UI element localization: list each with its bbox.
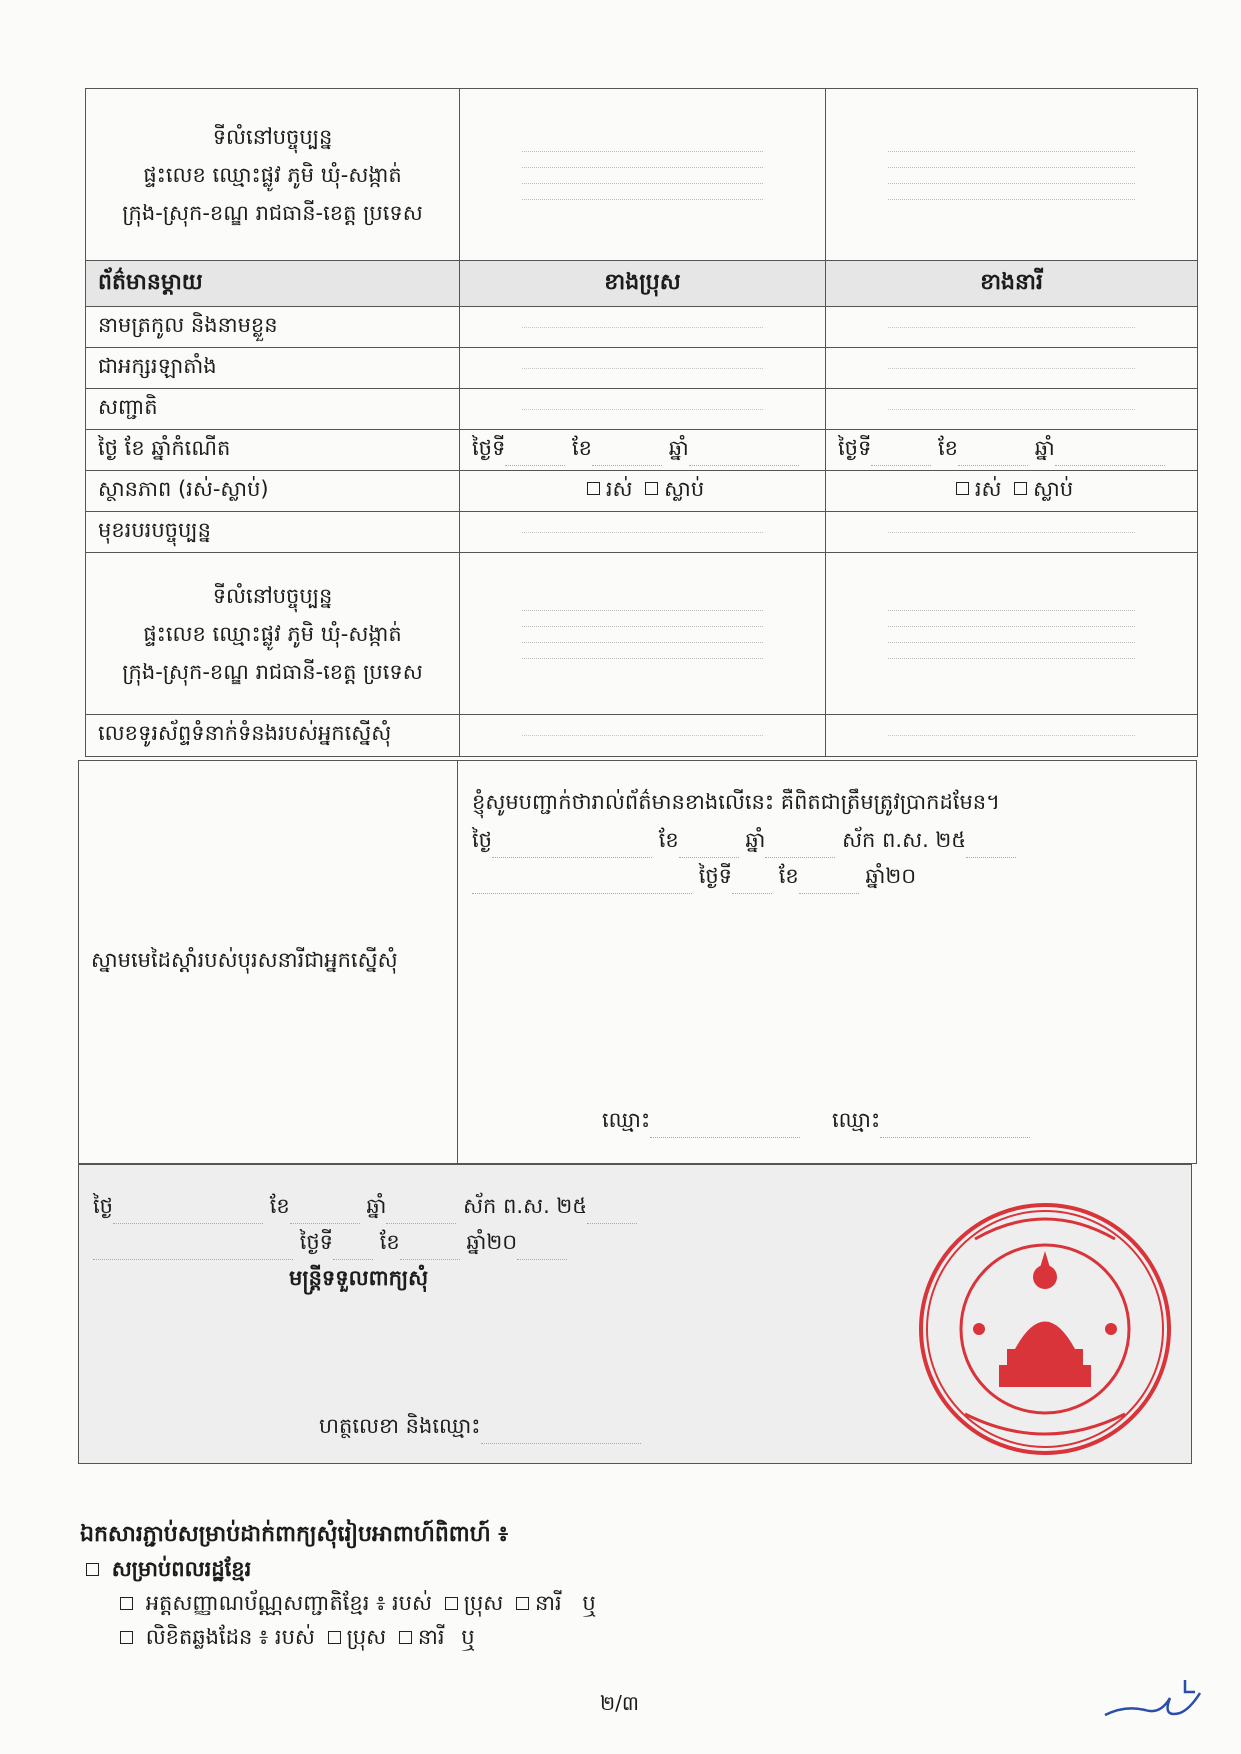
address-line-1: ទីលំនៅបច្ចុប្បន្ន	[212, 124, 333, 149]
mother-address-male-field[interactable]	[460, 553, 826, 715]
mother-address-line-1: ទីលំនៅបច្ចុប្បន្ន	[212, 583, 333, 608]
mother-name-male-field[interactable]	[460, 307, 826, 348]
mother-status-label: ស្ថានភាព (រស់-ស្លាប់)	[86, 471, 460, 512]
declaration-table	[78, 760, 1197, 1164]
mother-dob-label: ថ្ងៃ ខែ ឆ្នាំកំណើត	[86, 430, 460, 471]
mother-nationality-female-field[interactable]	[826, 389, 1198, 430]
official-date-line-1: ថ្ងៃ ខែ ឆ្នាំ ស័ក ព.ស. ២៥	[93, 1193, 637, 1224]
declaration-statement: ខ្ញុំសូមបញ្ជាក់ថារាល់ព័ត៌មានខាងលើនេះ គឺពិតជាត្រឹមត្រូវប្រាកដមែន។	[472, 790, 1000, 814]
mother-occupation-female-field[interactable]	[826, 512, 1198, 553]
male-side-header: ខាងប្រុស	[460, 261, 826, 307]
mother-occupation-label: មុខរបរបច្ចុប្បន្ន	[86, 512, 460, 553]
declaration-area	[458, 761, 1197, 1164]
mother-name-label: នាមត្រកូល និងនាមខ្លួន	[86, 307, 460, 348]
mother-address-label-cell	[86, 553, 460, 715]
khmer-citizen-option: សម្រាប់ពលរដ្ឋខ្មែរ	[80, 1552, 596, 1586]
mother-nationality-male-field[interactable]	[460, 389, 826, 430]
mother-latin-female-field[interactable]	[826, 348, 1198, 389]
mother-name-female-field[interactable]	[826, 307, 1198, 348]
mother-info-header: ព័ត៌មានម្ដាយ	[86, 261, 460, 307]
mother-dob-male-field[interactable]: ថ្ងៃទី ខែ ឆ្នាំ	[460, 430, 826, 471]
attachments-section	[80, 1518, 596, 1654]
receiving-officer-label: មន្ត្រីទទួលពាក្យសុំ	[289, 1266, 429, 1290]
mother-address-line-3: ក្រុង-ស្រុក-ខណ្ឌ រាជធានី-ខេត្ត ប្រទេស	[122, 659, 423, 684]
alive-checkbox[interactable]	[956, 482, 969, 495]
declaration-date-line-2: ថ្ងៃទី ខែ ឆ្នាំ២០	[472, 863, 916, 894]
page-number: ២/៣	[600, 1691, 639, 1715]
thumbprint-label: ស្នាមមេដៃស្ដាំរបស់បុរសនារីជាអ្នកស្នើសុំ	[79, 761, 458, 1164]
address-line-2: ផ្ទះលេខ ឈ្មោះផ្លូវ ភូមិ ឃុំ-សង្កាត់	[143, 162, 402, 187]
mother-nationality-label: សញ្ជាតិ	[86, 389, 460, 430]
phone-label: លេខទូរស័ព្ទទំនាក់ទំនងរបស់អ្នកស្នើសុំ	[86, 715, 460, 757]
phone-male-field[interactable]	[460, 715, 826, 757]
dead-checkbox[interactable]	[645, 482, 658, 495]
id-card-checkbox[interactable]	[120, 1597, 133, 1610]
attachments-title: ឯកសារភ្ជាប់សម្រាប់ដាក់ពាក្យសុំរៀបអាពាហ៍ពិពាហ៍ ៖	[80, 1522, 509, 1547]
applicant-name-male[interactable]: ឈ្មោះ	[602, 1107, 800, 1138]
mother-status-female-field: រស់ ស្លាប់	[826, 471, 1198, 512]
dead-checkbox[interactable]	[1014, 482, 1027, 495]
passport-option: លិខិតឆ្លងដែន ៖ របស់ ប្រុស នារី ឬ	[114, 1620, 596, 1654]
handwritten-initial-icon	[1100, 1670, 1210, 1730]
address-male-field[interactable]	[460, 89, 826, 261]
official-seal-icon	[915, 1199, 1175, 1459]
mother-latin-label: ជាអក្សរឡាតាំង	[86, 348, 460, 389]
passport-male-checkbox[interactable]	[328, 1631, 341, 1644]
mother-address-line-2: ផ្ទះលេខ ឈ្មោះផ្លូវ ភូមិ ឃុំ-សង្កាត់	[143, 621, 402, 646]
khmer-citizen-checkbox[interactable]	[86, 1563, 99, 1576]
signature-and-name[interactable]: ហត្ថលេខា និងឈ្មោះ	[319, 1413, 641, 1444]
mother-address-female-field[interactable]	[826, 553, 1198, 715]
address-label-cell	[86, 89, 460, 261]
id-card-option: អត្តសញ្ញាណប័ណ្ណសញ្ជាតិខ្មែរ ៖ របស់ ប្រុស នារី ឬ	[114, 1586, 596, 1620]
id-card-male-checkbox[interactable]	[445, 1597, 458, 1610]
mother-occupation-male-field[interactable]	[460, 512, 826, 553]
declaration-date-line-1: ថ្ងៃ ខែ ឆ្នាំ ស័ក ព.ស. ២៥	[472, 827, 1016, 858]
official-date-line-2: ថ្ងៃទី ខែ ឆ្នាំ២០	[93, 1229, 567, 1260]
female-side-header: ខាងនារី	[826, 261, 1198, 307]
address-female-field[interactable]	[826, 89, 1198, 261]
mother-status-male-field: រស់ ស្លាប់	[460, 471, 826, 512]
id-card-female-checkbox[interactable]	[516, 1597, 529, 1610]
phone-female-field[interactable]	[826, 715, 1198, 757]
alive-checkbox[interactable]	[587, 482, 600, 495]
address-line-3: ក្រុង-ស្រុក-ខណ្ឌ រាជធានី-ខេត្ត ប្រទេស	[122, 200, 423, 225]
mother-info-table	[85, 88, 1198, 757]
passport-female-checkbox[interactable]	[399, 1631, 412, 1644]
passport-checkbox[interactable]	[120, 1631, 133, 1644]
mother-latin-male-field[interactable]	[460, 348, 826, 389]
mother-dob-female-field[interactable]: ថ្ងៃទី ខែ ឆ្នាំ	[826, 430, 1198, 471]
applicant-name-female[interactable]: ឈ្មោះ	[832, 1107, 1030, 1138]
